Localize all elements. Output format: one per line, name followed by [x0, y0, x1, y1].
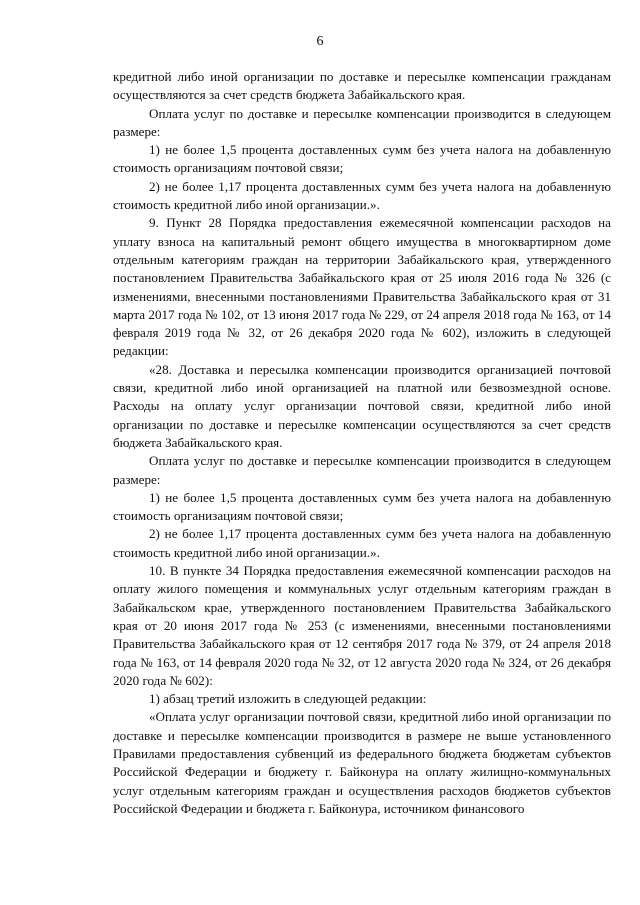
paragraph: 2) не более 1,17 процента доставленных сумм без учета налога на добавленную стоимость кредитной либо иной организации.».: [113, 526, 611, 560]
paragraph: Оплата услуг по доставке и пересылке компенсации производится в следующем размере:: [113, 105, 611, 139]
paragraph: Оплата услуг по доставке и пересылке компенсации производится в следующем размере:: [113, 453, 611, 487]
paragraph: кредитной либо иной организации по доставке и пересылке компенсации гражданам осуществляются за счет средств бюджета Забайкальского края.: [113, 69, 611, 103]
paragraph: 10. В пункте 34 Порядка предоставления ежемесячной компенсации расходов на оплату жилого помещения и коммунальных услуг отдельным категориям граждан в Забайкальском крае, утвержденного постановлением Правительства Забайкальского края от 20 июня 2017 года № 253 (с изменениями, внесенными постановлениями Правительства Забайкальского края от 12 сентября 2017 года № 379, от 24 апреля 2018 года № 163, от 14 февраля 2020 года № 32, от 12 августа 2020 года № 324, от 26 декабря 2020 года № 602):: [113, 563, 611, 688]
paragraph: 1) абзац третий изложить в следующей редакции:: [149, 691, 427, 707]
document-body: [113, 68, 611, 818]
page-number: 6: [316, 34, 324, 49]
paragraph: 9. Пункт 28 Порядка предоставления ежемесячной компенсации расходов на уплату взноса на капитальный ремонт общего имущества в многоквартирном доме отдельным категориям граждан на территории Забайкальского края, утвержденного постановлением Правительства Забайкальского края от 25 июля 2016 года № 326 (с изменениями, внесенными постановлениями Правительства Забайкальского края от 31 марта 2017 года № 102, от 13 июня 2017 года № 229, от 24 апреля 2018 года № 163, от 14 февраля 2019 года № 32, от 26 декабря 2020 года № 602), изложить в следующей редакции:: [113, 215, 611, 359]
paragraph: 2) не более 1,17 процента доставленных сумм без учета налога на добавленную стоимость кредитной либо иной организации.».: [113, 178, 611, 213]
paragraph: «28. Доставка и пересылка компенсации производится организацией почтовой связи, кредитной либо иной организацией на платной или безвозмездной основе. Расходы на оплату услуг организации почтовой связи, кредитной либо иной организации по доставке и пересылке компенсации осуществляются за счет средств бюджета Забайкальского края.: [113, 361, 611, 450]
paragraph: 1) не более 1,5 процента доставленных сумм без учета налога на добавленную стоимость организациям почтовой связи;: [113, 489, 611, 524]
paragraph: «Оплата услуг организации почтовой связи, кредитной либо иной организации по доставке и пересылке компенсации производится в размере не выше установленного Правилами предоставления субвенций из федерального бюджета бюджетам субъектов Российской Федерации и бюджету г. Байконура на оплату жилищно-коммунальных услуг отдельным категориям граждан и осуществления расходов бюджетов субъектов Российской Федерации и бюджета г. Байконура, источником финансового: [113, 709, 611, 816]
paragraph: 1) не более 1,5 процента доставленных сумм без учета налога на добавленную стоимость организациям почтовой связи;: [113, 142, 611, 176]
